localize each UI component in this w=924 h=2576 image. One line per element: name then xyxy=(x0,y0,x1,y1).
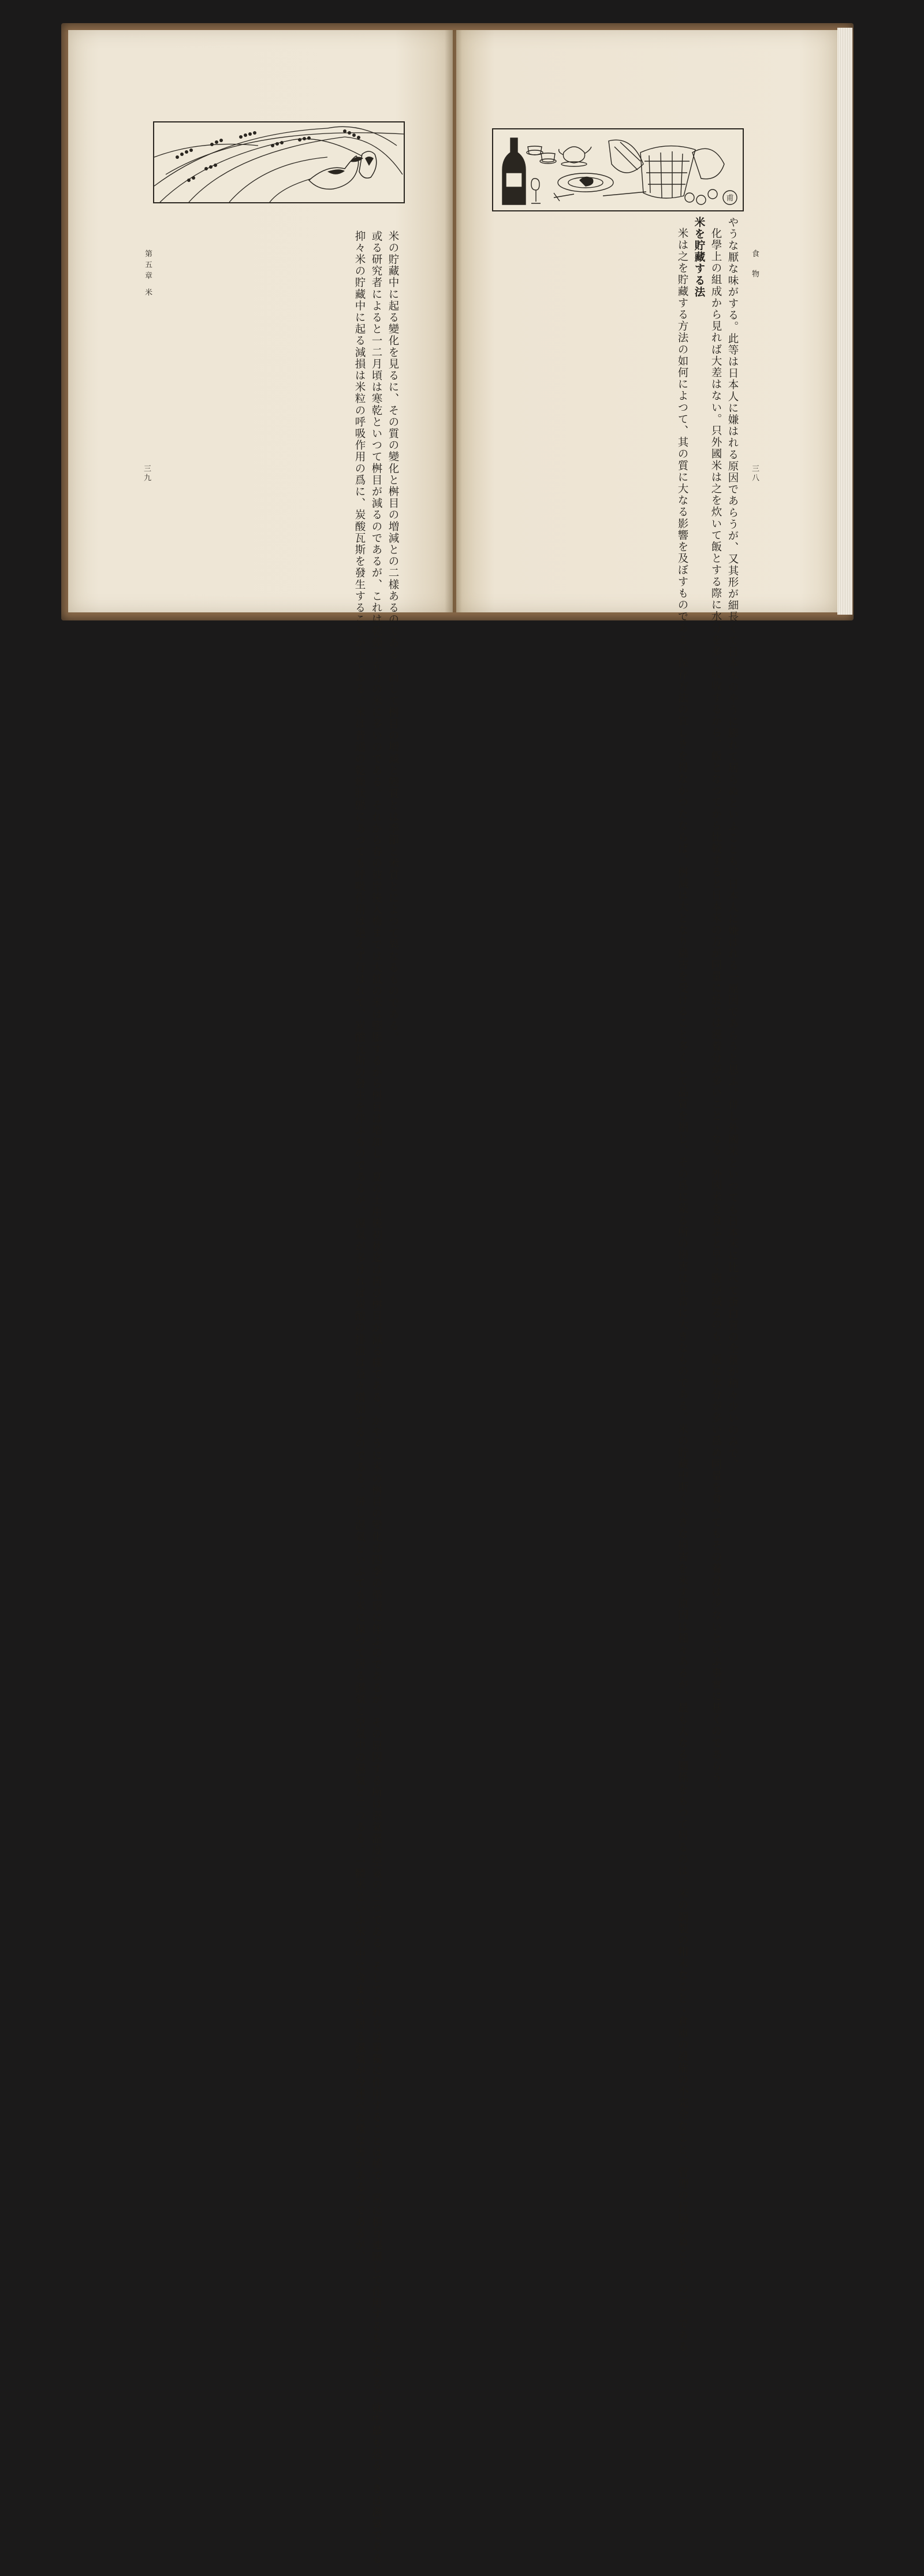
section-heading: 米を貯藏する法 xyxy=(693,217,705,298)
right-page-number: 三八 xyxy=(750,464,759,483)
still-life-drawing xyxy=(493,129,743,210)
right-running-head: 食物 xyxy=(750,250,759,290)
still-life-illustration xyxy=(492,128,744,211)
book-gutter xyxy=(445,30,462,612)
paragraph: やうな厭な味がする。此等は日本人に嫌はれる原因であらうが、又其形が細長くて日本米のやうに膨れて居らぬといふことも、日本人に嫌はれる一原因であらうと思ふ。併し外國米といつても日本米に比べて蛋白質の全量が稍々少いのみで、 xyxy=(726,217,739,1471)
left-body-text xyxy=(159,220,401,2576)
rice-chicken-illustration xyxy=(153,121,405,203)
paragraph: 米は之を貯藏する方法の如何によつて、其の質に大なる影響を及ぼすものである。保存方法の宜しきを得なかつたならば、桝減は大となり蟲害を受けること多くして品質を損じ、その爲に蒙る所の損害は非常に大きなものである。米の貯藏中斯く大きな損害を來す原因は種々あるが、最も大なる關係をもつて居るのは、米の調製の粗末なことゝ倉庫の設備の不完全なこと、管理の行屆かぬことゝの三つである。 xyxy=(676,227,688,2364)
artist-seal: 甫 xyxy=(726,194,734,203)
paragraph: 化學上の組成から見れば大差はない。只外國米は之を炊いて飯とする際に水分を多く吸收するから、飯となつてから比較すると日本米の方が同量に於ては滋養分が多いことゝなる。外國米を食ふと早く腹が減るのも、飯に水分が多い爲め同量を食べてもその養分は少ないといふ事實に基くのであらう。 xyxy=(710,227,722,1795)
rice-chicken-drawing xyxy=(154,122,404,202)
paragraph: 或る研究者によると一二月頃は寒乾といつて桝目が減るのであるが、これは乾燥不充分の米に多いのである。それから春の彼岸後入梅までは大抵の米は膨脹するから桝目は増加し、夏の土用後初秋迄は再び桝目が減る樣である。かやうに米の桝目の變化は四季の循環に伴ふのであるが、その原因する所は濕氣溫度空氣の三つである。そしてこれらは單獨に作用することは稀で、常に相互連關して作用するものである。就中最も恐るべきは濕氣である。 xyxy=(370,230,382,2576)
left-page-number: 三九 xyxy=(142,464,151,483)
page-edges xyxy=(837,28,852,615)
paragraph: 抑々米の貯藏中に起る減損は米粒の呼吸作用の爲に、炭酸瓦斯を發生することが主である。米は普通の乾燥狀態にあつても呼吸作用は絕えず行はれて、炭酸瓦斯の發生を伴ふものであるが、濕氣が多ければ炭酸の排泄は益々增加するのである。併し濕氣といふても米に保つて居る濕氣と空氣中の濕氣と二つある。一體米といふ米の中に含まれて居る濕氣が今述べた樣な害があるのであるが、 xyxy=(353,230,366,2263)
right-body-text xyxy=(494,217,741,2364)
left-running-head: 第五章 米 xyxy=(143,250,152,300)
paragraph: 米の貯藏中に起る變化を見るに、その質の變化と桝目の増減との二樣あるのである。而して桝目の増減と變質とは季節と米質とによつて異なるものである。 xyxy=(387,230,399,1043)
